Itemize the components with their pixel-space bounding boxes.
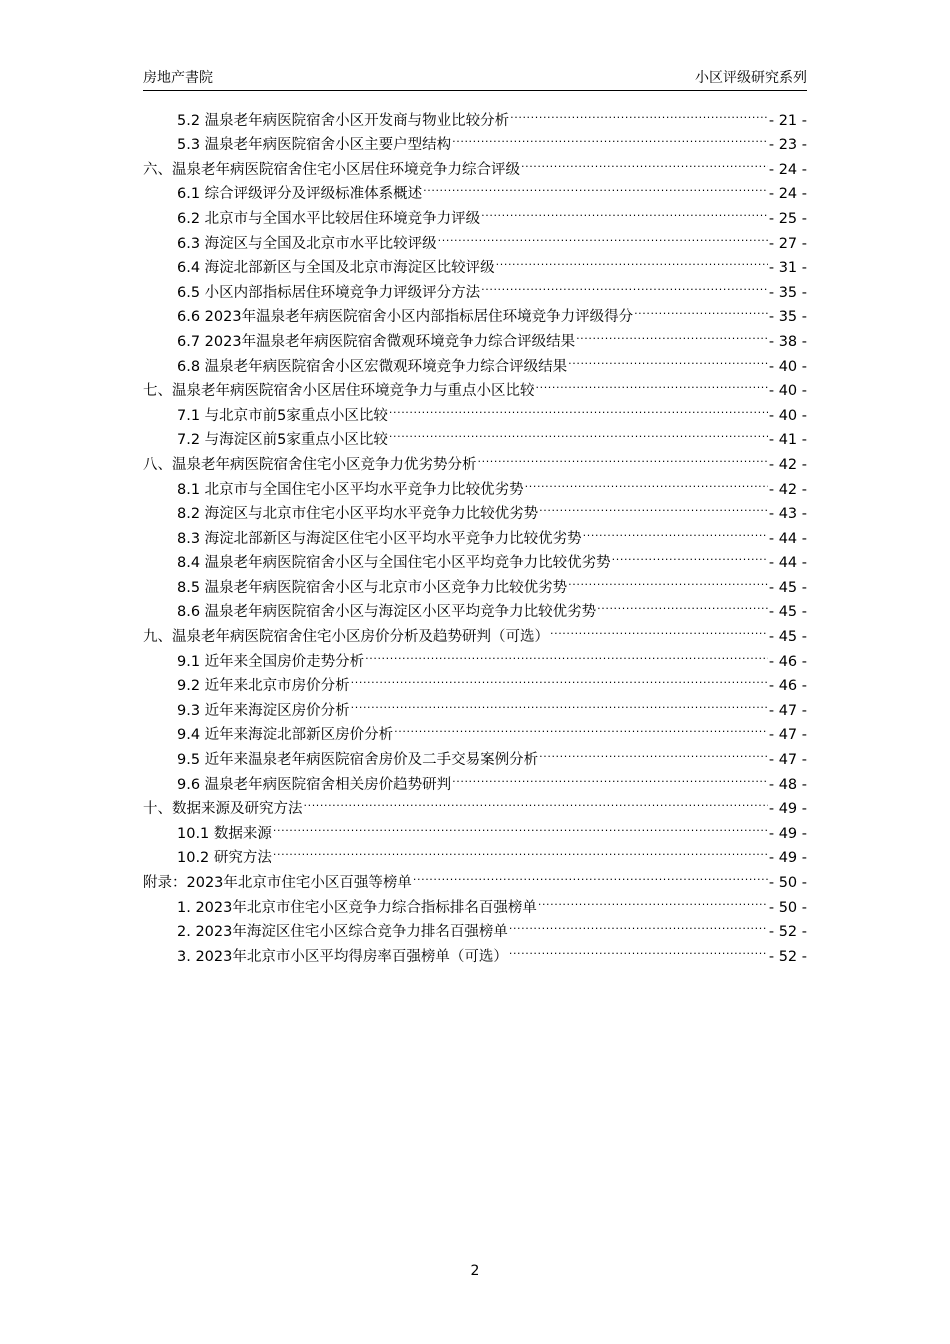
toc-dot-leader [438,223,768,248]
toc-entry-title: 6.2 北京市与全国水平比较居住环境竞争力评级 [177,210,481,227]
header-series: 小区评级研究系列 [695,70,807,86]
toc-dot-leader [568,567,768,592]
toc-section-entry[interactable] [143,100,807,129]
toc-dot-leader [304,789,768,814]
toc-entry-title: 附录：2023年北京市住宅小区百强等榜单 [143,875,412,891]
toc-entry-page: - 42 - [768,456,807,473]
header-publisher: 房地产書院 [143,70,213,86]
toc-dot-leader [496,248,768,273]
toc-entry-page: - 50 - [768,875,807,891]
toc-entry-page: - 45 - [768,579,807,596]
toc-entry-page: - 46 - [768,653,807,670]
toc-entry-title: 9.6 温泉老年病医院宿舍相关房价趋势研判 [177,776,452,793]
toc-entry-title: 10.2 研究方法 [177,850,272,867]
toc-entry-page: - 40 - [768,383,807,400]
toc-entry-page: - 40 - [768,407,807,424]
toc-entry-title: 9.4 近年来海淀北部新区房价分析 [177,727,394,744]
toc-entry-page: - 48 - [768,776,807,793]
toc-dot-leader [478,444,768,469]
toc-entry-page: - 46 - [768,678,807,695]
toc-dot-leader [481,272,768,297]
toc-dot-leader [536,371,768,396]
toc-entry-title: 5.3 温泉老年病医院宿舍小区主要户型结构 [177,137,452,154]
toc-entry-page: - 41 - [768,432,807,449]
toc-entry-title: 8.3 海淀北部新区与海淀区住宅小区平均水平竞争力比较优劣势 [177,530,582,547]
toc-dot-leader [583,518,768,543]
toc-dot-leader [394,715,768,740]
toc-entry-title: 7.1 与北京市前5家重点小区比较 [177,407,388,424]
toc-entry-title: 6.7 2023年温泉老年病医院宿舍微观环境竞争力综合评级结果 [177,333,576,350]
toc-entry-page: - 27 - [768,235,807,252]
toc-dot-leader [538,887,768,912]
toc-entry-page: - 52 - [768,924,807,941]
toc-dot-leader [597,592,768,617]
toc-entry-page: - 44 - [768,530,807,547]
toc-entry-page: - 31 - [768,260,807,277]
toc-entry-page: - 45 - [768,604,807,621]
toc-entry-title: 8.5 温泉老年病医院宿舍小区与北京市小区竞争力比较优劣势 [177,579,568,596]
toc-dot-leader [521,149,768,174]
toc-entry-title: 6.3 海淀区与全国及北京市水平比较评级 [177,235,437,252]
toc-dot-leader [509,936,768,961]
toc-dot-leader [568,346,768,371]
toc-entry-page: - 21 - [768,112,807,129]
toc-entry-title: 6.8 温泉老年病医院宿舍小区宏微观环境竞争力综合评级结果 [177,358,568,375]
toc-entry-page: - 35 - [768,284,807,301]
toc-entry-page: - 49 - [768,825,807,842]
toc-entry-page: - 44 - [768,555,807,572]
toc-entry-page: - 43 - [768,506,807,523]
toc-dot-leader [539,494,768,519]
toc-dot-leader [413,862,768,887]
toc-dot-leader [365,641,768,666]
toc-dot-leader [452,764,768,789]
toc-dot-leader [389,395,768,420]
toc-entry-title: 9.2 近年来北京市房价分析 [177,678,350,695]
toc-entry-page: - 50 - [768,899,807,916]
toc-entry-title: 6.6 2023年温泉老年病医院宿舍小区内部指标居住环境竞争力评级得分 [177,309,634,326]
toc-entry-page: - 47 - [768,727,807,744]
toc-dot-leader [612,543,768,568]
toc-entry-title: 2. 2023年海淀区住宅小区综合竞争力排名百强榜单 [177,924,508,941]
toc-dot-leader [273,813,768,838]
toc-dot-leader [634,297,768,322]
toc-dot-leader [576,321,768,346]
toc-entry-title: 八、温泉老年病医院宿舍住宅小区竞争力优劣势分析 [143,456,477,473]
toc-entry-title: 8.6 温泉老年病医院宿舍小区与海淀区小区平均竞争力比较优劣势 [177,604,597,621]
toc-dot-leader [509,912,768,937]
toc-dot-leader [452,125,768,150]
toc-dot-leader [481,198,768,223]
toc-entry-title: 十、数据来源及研究方法 [143,801,303,818]
toc-entry-title: 七、温泉老年病医院宿舍小区居住环境竞争力与重点小区比较 [143,383,535,400]
toc-entry-page: - 47 - [768,702,807,719]
toc-entry-title: 9.3 近年来海淀区房价分析 [177,702,350,719]
toc-dot-leader [539,739,768,764]
toc-entry-page: - 24 - [768,161,807,178]
toc-entry-page: - 35 - [768,309,807,326]
toc-entry-title: 9.5 近年来温泉老年病医院宿舍房价及二手交易案例分析 [177,752,539,769]
toc-entry-page: - 47 - [768,752,807,769]
toc-entry-page: - 38 - [768,333,807,350]
toc-entry-title: 六、温泉老年病医院宿舍住宅小区居住环境竞争力综合评级 [143,161,520,178]
toc-entry-title: 8.4 温泉老年病医院宿舍小区与全国住宅小区平均竞争力比较优劣势 [177,555,611,572]
toc-dot-leader [510,100,768,125]
toc-entry-title: 6.5 小区内部指标居住环境竞争力评级评分方法 [177,284,481,301]
toc-entry-page: - 40 - [768,358,807,375]
toc-entry-title: 3. 2023年北京市小区平均得房率百强榜单（可选） [177,948,508,965]
toc-entry-title: 8.1 北京市与全国住宅小区平均水平竞争力比较优劣势 [177,481,524,498]
toc-entry-page: - 23 - [768,137,807,154]
toc-entry-page: - 52 - [768,948,807,965]
toc-dot-leader [389,420,768,445]
toc-entry-page: - 49 - [768,850,807,867]
toc-entry-page: - 45 - [768,629,807,646]
toc-entry-title: 6.1 综合评级评分及评级标准体系概述 [177,186,423,203]
toc-dot-leader [273,838,768,863]
toc-entry-title: 5.2 温泉老年病医院宿舍小区开发商与物业比较分析 [177,112,510,129]
toc-entry-title: 九、温泉老年病医院宿舍住宅小区房价分析及趋势研判（可选） [143,629,549,646]
toc-dot-leader [423,174,768,199]
toc-dot-leader [351,666,768,691]
page-header [143,66,807,91]
page-number: 2 [470,1263,480,1279]
table-of-contents [143,100,807,965]
toc-dot-leader [525,469,768,494]
toc-dot-leader [351,690,768,715]
toc-entry-title: 7.2 与海淀区前5家重点小区比较 [177,432,388,449]
toc-entry-title: 1. 2023年北京市住宅小区竞争力综合指标排名百强榜单 [177,899,537,916]
toc-entry-title: 10.1 数据来源 [177,825,272,842]
toc-dot-leader [550,616,768,641]
toc-entry-page: - 24 - [768,186,807,203]
toc-entry-title: 8.2 海淀区与北京市住宅小区平均水平竞争力比较优劣势 [177,506,539,523]
toc-entry-page: - 42 - [768,481,807,498]
toc-entry-title: 6.4 海淀北部新区与全国及北京市海淀区比较评级 [177,260,495,277]
toc-entry-page: - 25 - [768,210,807,227]
toc-entry-page: - 49 - [768,801,807,818]
toc-entry-title: 9.1 近年来全国房价走势分析 [177,653,365,670]
